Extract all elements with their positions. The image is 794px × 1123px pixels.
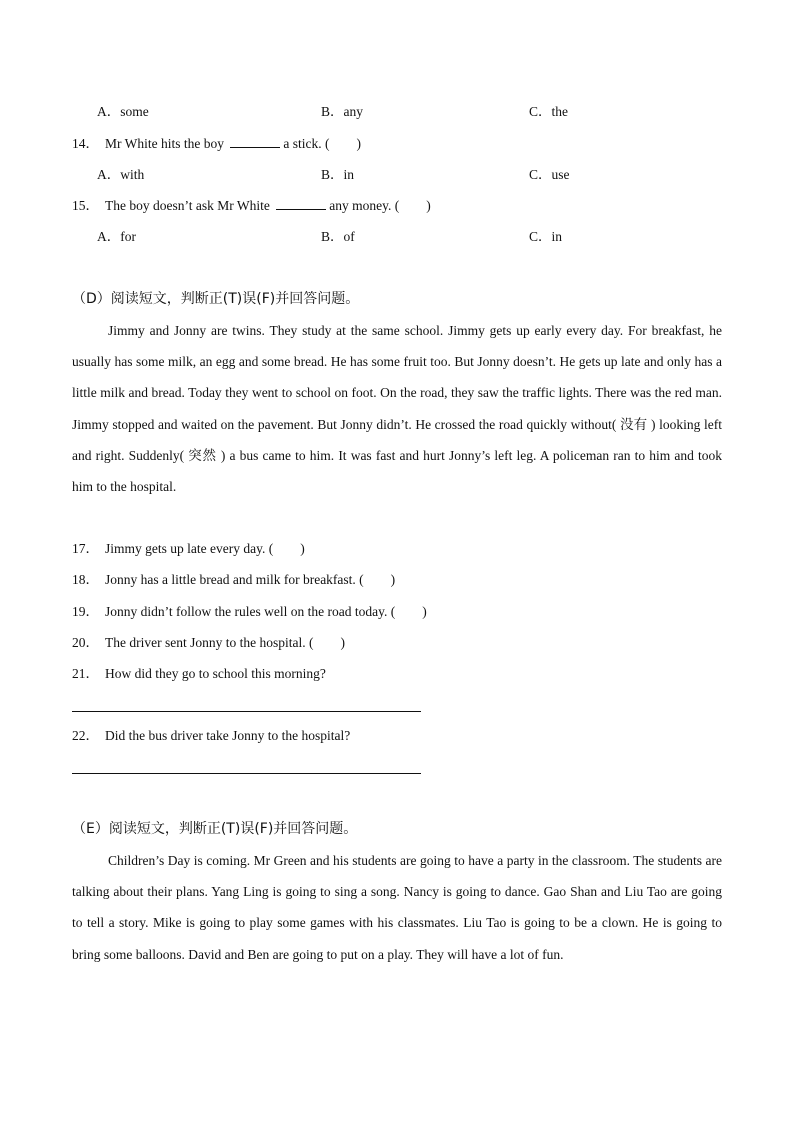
question-number: 20．: [72, 635, 99, 650]
passage-text: Children’s Day is coming. Mr Green and his students are going to have a party in the classroom. The students are talking about their plans. Yang Ling is going to sing a song. Nancy is going to dance. Gao Shan and Liu Tao are going to tell a story. Mike is going to play some games with his classmates. Liu Tao is going to be a clown. He is going to bring some balloons. David and Ben are going to put on a play. They will have a lot of fun.: [72, 853, 722, 962]
question-17: [72, 540, 305, 558]
q13-option-c[interactable]: C．the: [529, 104, 568, 119]
question-number: 14．: [72, 136, 99, 151]
answer-parenthesis[interactable]: ( ): [394, 198, 431, 213]
question-text-before: The boy doesn’t ask Mr White: [105, 198, 270, 213]
question-text: Did the bus driver take Jonny to the hospital?: [105, 728, 351, 743]
section-e-heading: （E）阅读短文，判断正(T)误(F)并回答问题。: [72, 821, 358, 837]
question-19: [72, 603, 427, 621]
q13-option-a[interactable]: A．some: [97, 104, 149, 119]
q14-option-c[interactable]: C．use: [529, 167, 570, 182]
question-18: [72, 571, 395, 589]
answer-line-22[interactable]: [72, 773, 421, 774]
question-number: 17．: [72, 541, 99, 556]
question-text: How did they go to school this morning?: [105, 666, 326, 681]
answer-parenthesis[interactable]: ( ): [325, 136, 361, 151]
section-d-passage: [72, 315, 722, 502]
passage-text: Jimmy and Jonny are twins. They study at the same school. Jimmy gets up early every day. For breakfast, he usually has some milk, an egg and some bread. He has some fruit too. But Jonny doesn’t. He gets up late and only has a little milk and bread. Today they went to school on foot. On the road, they saw the traffic lights. There was the red man. Jimmy stopped and waited on the pavement. But Jonny didn’t. He crossed the road quickly without( 没有 ) looking left and right. Suddenly( 突然 ) a bus came to him. It was fast and hurt Jonny’s left leg. A policeman ran to him and took him to the hospital.: [72, 323, 722, 495]
question-text-before: Mr White hits the boy: [105, 136, 224, 151]
question-number: 19．: [72, 604, 99, 619]
q14-option-a[interactable]: A．with: [97, 167, 145, 182]
question-22: [72, 727, 350, 745]
question-number: 22．: [72, 728, 99, 743]
question-text: Jonny didn’t follow the rules well on the road today. ( ): [105, 604, 427, 619]
question-text-after: a stick.: [283, 136, 322, 151]
question-text: Jonny has a little bread and milk for breakfast. ( ): [105, 572, 396, 587]
fill-blank[interactable]: [276, 197, 326, 210]
answer-line-21[interactable]: [72, 711, 421, 712]
section-d-heading: （D）阅读短文，判断正(T)误(F)并回答问题。: [72, 291, 360, 307]
question-20: [72, 634, 345, 652]
question-number: 18．: [72, 572, 99, 587]
q15-option-a[interactable]: A．for: [97, 229, 136, 244]
q13-option-b[interactable]: B．any: [321, 104, 363, 119]
q15-options: [97, 228, 657, 246]
question-number: 15．: [72, 198, 99, 213]
question-text-after: any money.: [329, 198, 392, 213]
fill-blank[interactable]: [230, 135, 280, 148]
question-14: [72, 135, 361, 153]
section-e-passage: [72, 845, 722, 970]
q15-option-b[interactable]: B．of: [321, 229, 355, 244]
question-21: [72, 665, 326, 683]
q14-option-b[interactable]: B．in: [321, 167, 355, 182]
question-text: Jimmy gets up late every day. ( ): [105, 541, 305, 556]
q15-option-c[interactable]: C．in: [529, 229, 563, 244]
question-number: 21．: [72, 666, 99, 681]
q14-options: [97, 166, 657, 184]
q13-options: [97, 103, 657, 121]
question-15: [72, 197, 431, 215]
question-text: The driver sent Jonny to the hospital. ( ): [105, 635, 345, 650]
